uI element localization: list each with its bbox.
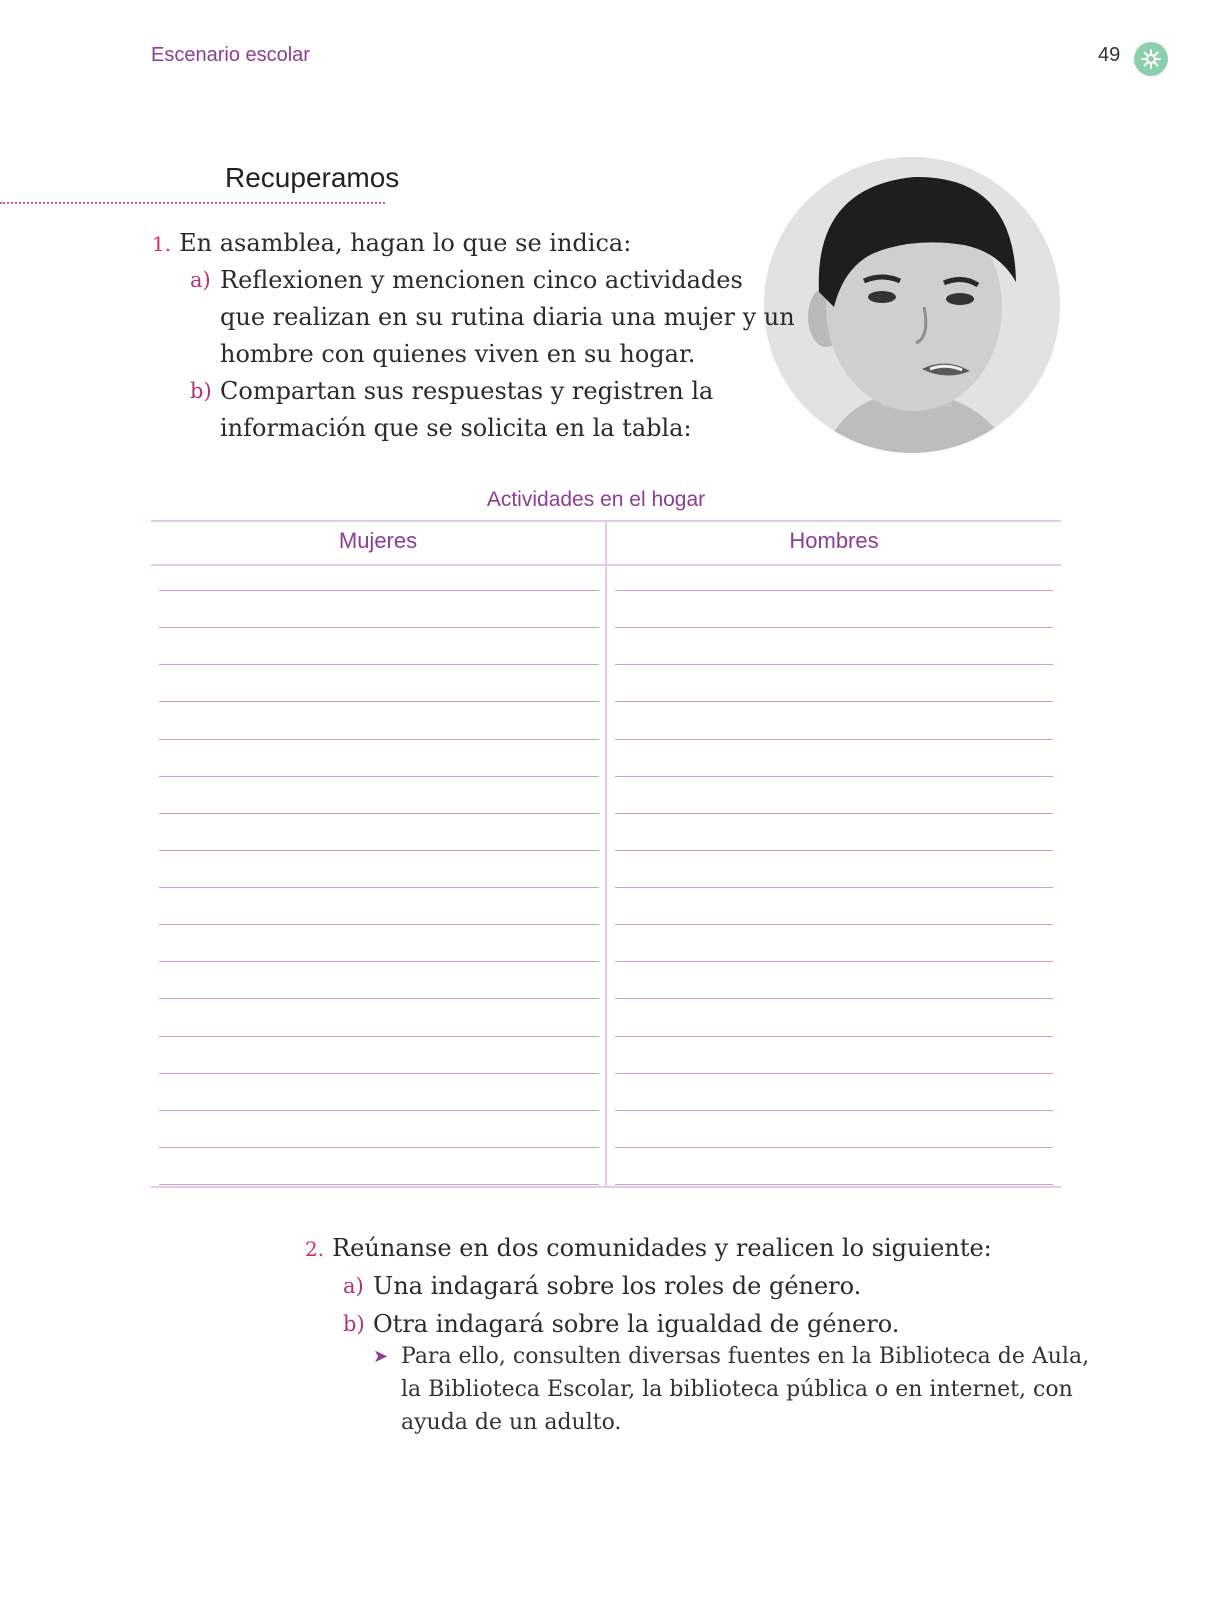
item-line: hombre con quienes viven en su hogar.	[220, 340, 696, 368]
item-line: Reflexionen y mencionen cinco actividades	[220, 266, 743, 294]
writing-line-hombres[interactable]	[615, 813, 1053, 814]
item-line: información que se solicita en la tabla:	[220, 414, 692, 442]
writing-line-mujeres[interactable]	[159, 701, 599, 702]
question-1	[152, 225, 631, 263]
question-number: 2.	[305, 1237, 325, 1261]
item-letter: a)	[190, 268, 211, 292]
writing-line-mujeres[interactable]	[159, 1036, 599, 1037]
question-text: Reúnanse en dos comunidades y realicen lo siguiente:	[332, 1234, 992, 1262]
question-2-bullet	[373, 1340, 1090, 1439]
writing-line-hombres[interactable]	[615, 1184, 1053, 1185]
writing-line-hombres[interactable]	[615, 664, 1053, 665]
writing-line-mujeres[interactable]	[159, 590, 599, 591]
writing-line-hombres[interactable]	[615, 627, 1053, 628]
bullet-line: Para ello, consulten diversas fuentes en la Biblioteca de Aula,	[401, 1344, 1090, 1369]
title-dotted-rule	[0, 202, 385, 204]
writing-line-mujeres[interactable]	[159, 1110, 599, 1111]
table-bottom-rule	[151, 1186, 1061, 1188]
writing-line-mujeres[interactable]	[159, 1184, 599, 1185]
writing-line-hombres[interactable]	[615, 998, 1053, 999]
writing-line-hombres[interactable]	[615, 887, 1053, 888]
writing-line-mujeres[interactable]	[159, 850, 599, 851]
writing-line-mujeres[interactable]	[159, 1147, 599, 1148]
question-1a	[190, 262, 795, 373]
writing-line-mujeres[interactable]	[159, 887, 599, 888]
item-letter: b)	[343, 1312, 365, 1336]
writing-line-hombres[interactable]	[615, 739, 1053, 740]
question-number: 1.	[152, 232, 172, 256]
writing-line-hombres[interactable]	[615, 701, 1053, 702]
item-line: Otra indagará sobre la igualdad de género.	[373, 1310, 900, 1338]
writing-line-hombres[interactable]	[615, 1073, 1053, 1074]
writing-line-mujeres[interactable]	[159, 998, 599, 999]
writing-line-hombres[interactable]	[615, 961, 1053, 962]
activities-table	[151, 520, 1061, 1188]
writing-line-mujeres[interactable]	[159, 664, 599, 665]
writing-line-hombres[interactable]	[615, 1036, 1053, 1037]
bullet-line: la Biblioteca Escolar, la biblioteca pública o en internet, con	[401, 1377, 1073, 1402]
question-1b	[190, 373, 714, 447]
writing-line-mujeres[interactable]	[159, 1073, 599, 1074]
item-letter: b)	[190, 379, 212, 403]
writing-line-hombres[interactable]	[615, 590, 1053, 591]
item-line: Compartan sus respuestas y registren la	[220, 377, 714, 405]
section-title: Recuperamos	[225, 162, 400, 193]
bullet-line: ayuda de un adulto.	[401, 1410, 622, 1435]
writing-line-mujeres[interactable]	[159, 739, 599, 740]
writing-line-mujeres[interactable]	[159, 776, 599, 777]
item-line: que realizan en su rutina diaria una mujer y un	[220, 303, 795, 331]
page-number: 49	[1098, 44, 1121, 66]
question-text: En asamblea, hagan lo que se indica:	[179, 229, 632, 257]
writing-line-hombres[interactable]	[615, 776, 1053, 777]
writing-line-hombres[interactable]	[615, 924, 1053, 925]
writing-line-hombres[interactable]	[615, 1147, 1053, 1148]
item-letter: a)	[343, 1274, 364, 1298]
writing-line-mujeres[interactable]	[159, 813, 599, 814]
writing-line-mujeres[interactable]	[159, 961, 599, 962]
question-2	[305, 1230, 992, 1268]
item-line: Una indagará sobre los roles de género.	[373, 1272, 862, 1300]
writing-line-mujeres[interactable]	[159, 924, 599, 925]
question-2a	[343, 1268, 862, 1305]
writing-line-hombres[interactable]	[615, 1110, 1053, 1111]
table-column-divider	[605, 520, 607, 1188]
writing-line-mujeres[interactable]	[159, 627, 599, 628]
star-burst-icon	[1134, 42, 1168, 76]
running-header: Escenario escolar	[151, 44, 310, 66]
question-2b	[343, 1306, 900, 1343]
column-header-mujeres: Mujeres	[338, 528, 418, 553]
writing-line-hombres[interactable]	[615, 850, 1053, 851]
table-caption: Actividades en el hogar	[486, 488, 706, 511]
arrow-bullet-icon: ➤	[373, 1346, 389, 1367]
boy-portrait-photo	[764, 157, 1060, 453]
column-header-hombres: Hombres	[789, 528, 879, 553]
